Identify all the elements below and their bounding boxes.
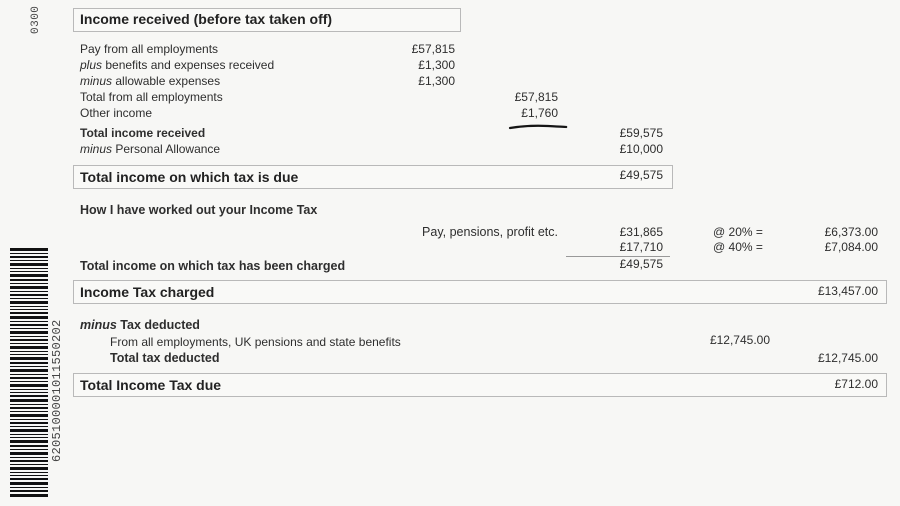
income-tax-charged-label: Income Tax charged bbox=[80, 284, 215, 300]
charged-value: £49,575 bbox=[619, 257, 663, 271]
handwritten-underline bbox=[508, 122, 568, 132]
deductions-from-value: £12,745.00 bbox=[709, 333, 770, 347]
row-pay-label: Pay from all employments bbox=[80, 42, 219, 56]
row-total-employments-value: £57,815 bbox=[514, 90, 558, 104]
row-personal-allowance-label bbox=[80, 142, 220, 156]
deductions-title bbox=[80, 318, 200, 332]
taxable-total-value: £49,575 bbox=[619, 168, 663, 182]
row-other-income-label: Other income bbox=[80, 106, 153, 120]
row-benefits-value: £1,300 bbox=[418, 58, 455, 72]
minus-prefix: minus bbox=[80, 318, 117, 332]
band-label: Pay, pensions, profit etc. bbox=[422, 225, 558, 239]
band-1-tax: £6,373.00 bbox=[824, 225, 878, 239]
band-1-amount: £31,865 bbox=[619, 225, 663, 239]
margin-code: 0300 bbox=[30, 5, 42, 34]
deductions-total-label: Total tax deducted bbox=[110, 351, 220, 365]
charged-label: Total income on which tax has been charged bbox=[80, 259, 346, 273]
barcode-number: 6205100001011550202 bbox=[50, 319, 64, 462]
band-2-tax: £7,084.00 bbox=[824, 240, 878, 254]
taxable-total-label: Total income on which tax is due bbox=[80, 169, 299, 185]
barcode bbox=[10, 248, 48, 498]
row-allowable-label bbox=[80, 74, 220, 88]
total-due-label: Total Income Tax due bbox=[80, 377, 222, 393]
minus-prefix: minus bbox=[80, 142, 113, 156]
band-2-rate: @ 40% = bbox=[713, 240, 763, 254]
income-tax-charged-value: £13,457.00 bbox=[817, 284, 878, 298]
row-benefits-label bbox=[80, 58, 274, 72]
band-1-rate: @ 20% = bbox=[713, 225, 763, 239]
row-pay-value: £57,815 bbox=[411, 42, 455, 56]
band-2-amount: £17,710 bbox=[619, 240, 663, 254]
plus-prefix: plus bbox=[80, 58, 103, 72]
income-received-title: Income received (before tax taken off) bbox=[80, 11, 333, 27]
benefits-text: benefits and expenses received bbox=[105, 58, 275, 72]
allowable-text: allowable expenses bbox=[115, 74, 221, 88]
row-total-employments-label: Total from all employments bbox=[80, 90, 223, 104]
row-other-income-value: £1,760 bbox=[521, 106, 558, 120]
row-total-income-value: £59,575 bbox=[619, 126, 663, 140]
workings-title: How I have worked out your Income Tax bbox=[80, 203, 318, 217]
deductions-title-text: Tax deducted bbox=[120, 318, 200, 332]
personal-allowance-text: Personal Allowance bbox=[115, 142, 221, 156]
row-allowable-value: £1,300 bbox=[418, 74, 455, 88]
deductions-total-value: £12,745.00 bbox=[817, 351, 878, 365]
total-due-value: £712.00 bbox=[834, 377, 878, 391]
row-total-income-label: Total income received bbox=[80, 126, 206, 140]
row-personal-allowance-value: £10,000 bbox=[619, 142, 663, 156]
minus-prefix: minus bbox=[80, 74, 113, 88]
deductions-from-label: From all employments, UK pensions and state benefits bbox=[110, 335, 401, 349]
